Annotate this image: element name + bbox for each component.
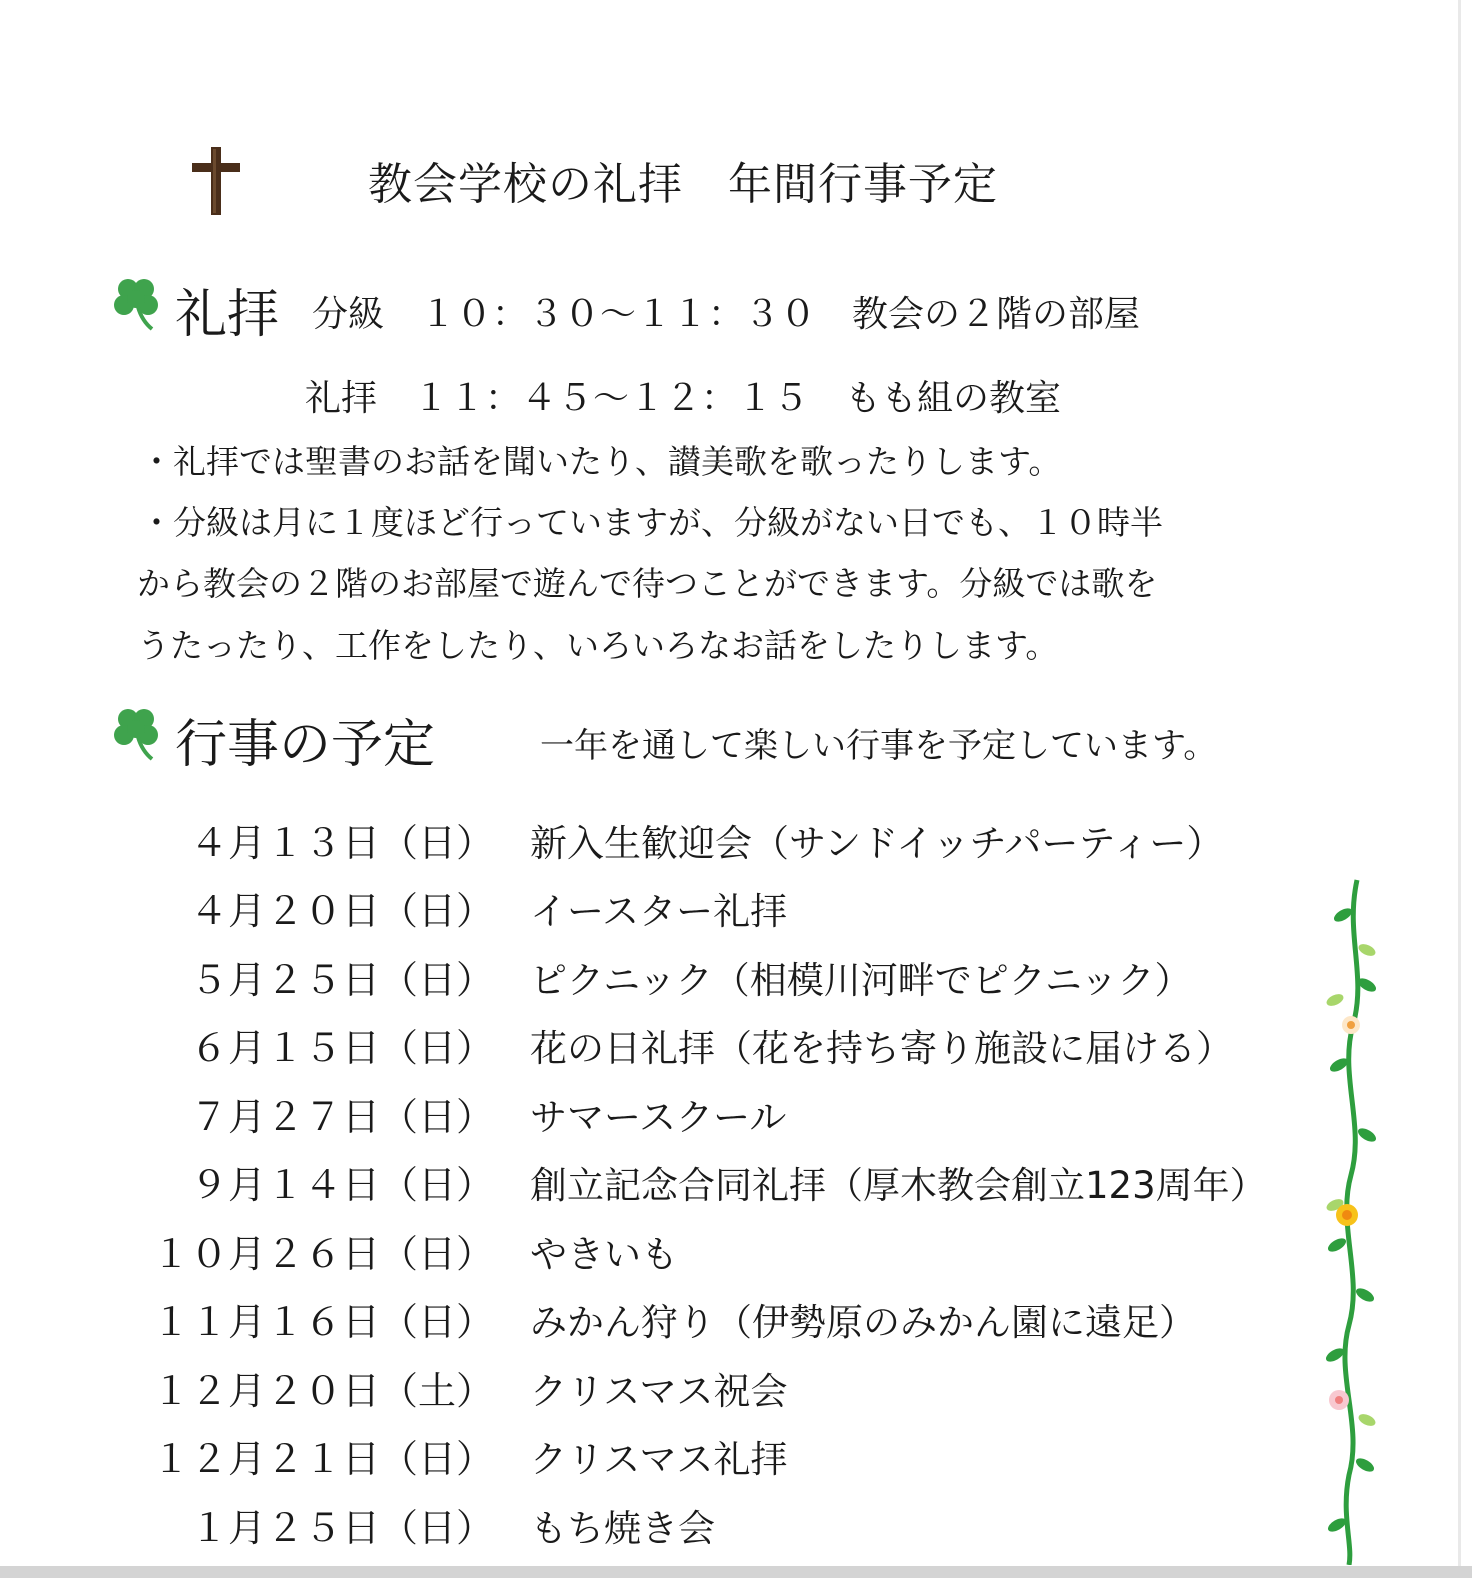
event-name: もち焼き会 xyxy=(530,1507,715,1550)
note-line: うたったり、工作をしたり、いろいろなお話をしたりします。 xyxy=(137,626,1059,665)
event-date: ４月２０日（日） xyxy=(189,889,494,933)
event-date: １月２５日（日） xyxy=(189,1506,494,1550)
page-edge xyxy=(1458,0,1461,1578)
note-line: ・礼拝では聖書のお話を聞いたり、讃美歌を歌ったりします。 xyxy=(140,442,1062,481)
event-name: 花の日礼拝（花を持ち寄り施設に届ける） xyxy=(530,1027,1233,1070)
event-date: ６月１５日（日） xyxy=(189,1026,494,1070)
event-date: ９月１４日（日） xyxy=(189,1163,494,1207)
event-date: １０月２６日（日） xyxy=(151,1232,494,1276)
event-name: 創立記念合同礼拝（厚木教会創立123周年） xyxy=(530,1164,1267,1207)
event-name: イースター礼拝 xyxy=(530,890,788,933)
event-date: ４月１３日（日） xyxy=(189,821,494,865)
page-title: 教会学校の礼拝 年間行事予定 xyxy=(368,159,998,210)
event-date: ７月２７日（日） xyxy=(189,1095,494,1139)
event-name: クリスマス礼拝 xyxy=(530,1438,788,1481)
note-line: から教会の２階のお部屋で遊んで待つことができます。分級では歌を xyxy=(137,564,1158,603)
event-date: ５月２５日（日） xyxy=(189,958,494,1002)
note-line: ・分級は月に１度ほど行っていますが、分級がない日でも、１０時半 xyxy=(140,503,1163,542)
events-heading: 行事の予定 xyxy=(175,715,436,775)
event-name: やきいも xyxy=(530,1233,678,1276)
flower-vine-icon xyxy=(1305,875,1395,1565)
clover-icon xyxy=(112,705,162,761)
event-name: みかん狩り（伊勢原のみかん園に遠足） xyxy=(530,1301,1196,1344)
class-schedule: 分級 １０：３０～１１：３０ 教会の２階の部屋 xyxy=(312,294,1141,335)
event-date: １２月２１日（日） xyxy=(151,1437,494,1481)
cross-icon xyxy=(190,145,242,217)
worship-schedule: 礼拝 １１：４５～１２：１５ もも組の教室 xyxy=(305,378,1062,419)
events-description: 一年を通して楽しい行事を予定しています。 xyxy=(540,726,1218,766)
event-name: クリスマス祝会 xyxy=(530,1370,788,1413)
worship-heading: 礼拝 xyxy=(175,285,280,345)
event-name: 新入生歓迎会（サンドイッチパーティー） xyxy=(530,822,1224,865)
event-name: ピクニック（相模川河畔でピクニック） xyxy=(530,959,1192,1002)
event-date: １１月１６日（日） xyxy=(151,1300,494,1344)
event-name: サマースクール xyxy=(530,1096,787,1139)
clover-icon xyxy=(112,275,162,331)
event-date: １２月２０日（土） xyxy=(151,1369,494,1413)
page-bottom-edge xyxy=(0,1566,1472,1578)
